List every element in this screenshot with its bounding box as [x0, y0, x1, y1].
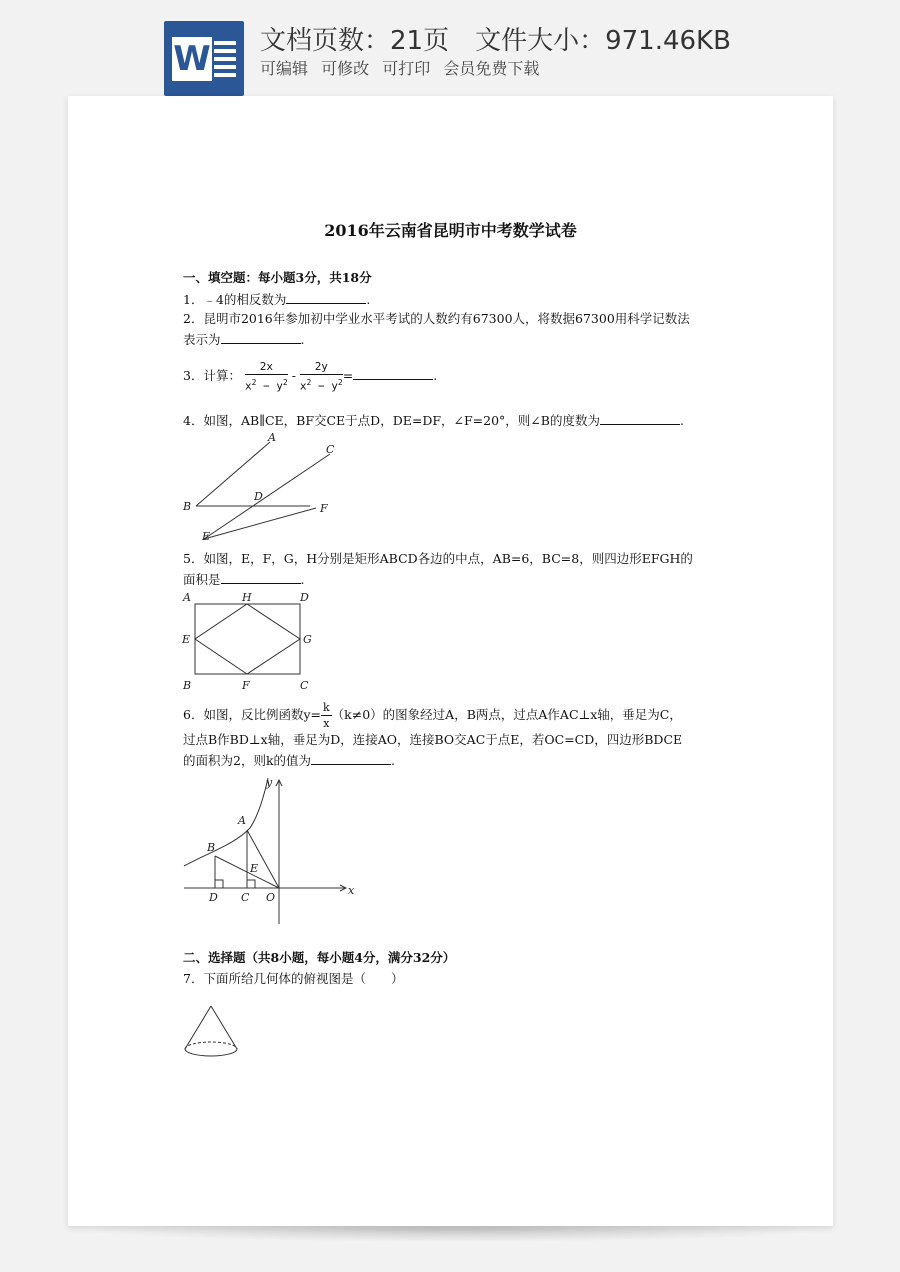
question-3: 3．计算： $\frac{2x}{x^2 - y^2}$ - $\frac{2y}{x^2 - y^2}$ = . [183, 360, 438, 393]
figure-rectangle-midpoints [180, 592, 330, 692]
question-5-line-1: 5．如图，E，F，G，H分别是矩形ABCD各边的中点，AB=6，BC=8，则四边形EFGH的 [183, 551, 693, 566]
answer-blank [600, 410, 680, 425]
label-E: E [202, 530, 211, 543]
question-1: 1．﹣4的相反数为 . [183, 289, 370, 310]
question-2-line-2: 表示为 . [183, 329, 305, 350]
label-y: y [266, 776, 273, 789]
label-E: E [182, 633, 191, 646]
figure-parallel-lines [180, 432, 340, 542]
label-A: A [183, 591, 191, 604]
answer-blank [286, 289, 366, 304]
label-O: O [266, 891, 276, 904]
section-heading-fill-blank: 一、填空题：每小题3分，共18分 [183, 270, 372, 285]
figure-inverse-proportion [180, 776, 360, 926]
label-F: F [320, 502, 328, 515]
section-heading-multiple-choice: 二、选择题（共8小题，每小题4分，满分32分） [183, 950, 456, 965]
question-6-line-1: 6．如图，反比例函数y= $\frac{k}{x}$ （k≠0）的图象经过A，B两点，过点A作AC⊥x轴，垂足为C， [183, 701, 682, 730]
fraction-2x: $\frac{2x}{x^2 - y^2}$ [244, 360, 288, 393]
label-B: B [183, 679, 192, 692]
label-D: D [254, 490, 263, 503]
document-info: 文档页数：21页 文件大小：971.46KB [260, 26, 731, 56]
answer-blank [221, 329, 301, 344]
question-2-line-1: 2．昆明市2016年参加初中学业水平考试的人数约有67300人，将数据67300用科学记数法 [183, 311, 690, 326]
feature-printable: 可打印 [382, 59, 431, 78]
label-A: A [238, 814, 246, 827]
document-page [68, 96, 833, 1226]
answer-blank [221, 569, 301, 584]
label-C: C [300, 679, 309, 692]
word-document-icon [164, 21, 244, 96]
fraction-2y: $\frac{2y}{x^2 - y^2}$ [299, 360, 343, 393]
question-6-line-3: 的面积为2，则k的值为 . [183, 750, 395, 771]
feature-member-download[interactable]: 会员免费下载 [443, 59, 540, 78]
feature-editable: 可编辑 [260, 59, 309, 78]
question-4: 4．如图，AB∥CE，BF交CE于点D，DE=DF，∠F=20°，则∠B的度数为 . [183, 410, 684, 431]
label-F: F [242, 679, 250, 692]
figure-cone [182, 1004, 242, 1064]
word-logo-letter: W [173, 39, 211, 79]
label-B: B [183, 500, 192, 513]
page-title: 2016年云南省昆明市中考数学试卷 [324, 221, 577, 240]
fraction-k-over-x: $\frac{k}{x}$ [323, 701, 330, 730]
label-x: x [348, 884, 355, 897]
question-7: 7．下面所给几何体的俯视图是（ ） [183, 971, 404, 986]
label-B: B [207, 841, 216, 854]
label-G: G [303, 633, 312, 646]
label-C: C [326, 443, 335, 456]
download-banner [0, 0, 900, 96]
label-D: D [209, 891, 218, 904]
question-6-line-2: 过点B作BD⊥x轴，垂足为D，连接AO，连接BO交AC于点E，若OC=CD，四边形BDCE [183, 732, 683, 747]
feature-modifiable: 可修改 [321, 59, 370, 78]
label-E: E [250, 862, 259, 875]
answer-blank [311, 750, 391, 765]
label-C: C [241, 891, 250, 904]
feature-list [260, 56, 547, 79]
label-A: A [268, 431, 276, 444]
answer-blank [353, 365, 433, 380]
label-D: D [300, 591, 309, 604]
question-5-line-2: 面积是 . [183, 569, 305, 590]
label-H: H [242, 591, 252, 604]
